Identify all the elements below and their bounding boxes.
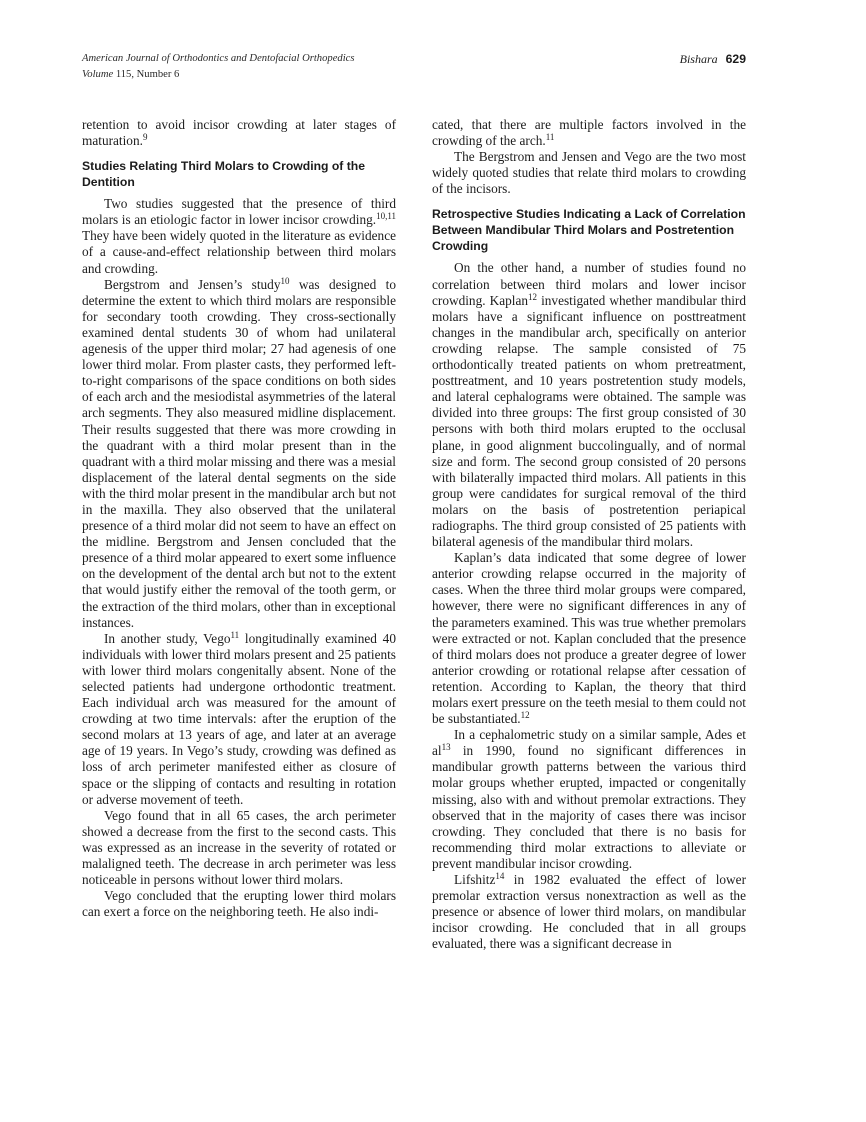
running-head bbox=[680, 51, 746, 67]
citation: 14 bbox=[495, 871, 505, 882]
paragraph: Vego found that in all 65 cases, the arch perimeter showed a decrease from the first to the second casts. This was expressed as an increase in the severity of rotated or malaligned teeth. The decrease in arch perimeter was less noticeable in persons without lower third molars. bbox=[82, 807, 396, 888]
page-header bbox=[82, 51, 746, 85]
page-number: 629 bbox=[725, 52, 746, 66]
citation: 11 bbox=[230, 629, 240, 640]
paragraph: Vego concluded that the erupting lower third molars can exert a force on the neighboring teeth. He also indi- bbox=[82, 888, 396, 920]
right-column bbox=[432, 117, 746, 953]
citation: 9 bbox=[142, 132, 148, 143]
paragraph: Lifshitz$^{14}$ in 1982 evaluated the effect of lower premolar extraction versus nonextraction as well as the presence or absence of lower third molars, on mandibular incisor crowding. He concluded that in all groups evaluated, there was a significant decrease in bbox=[432, 871, 746, 952]
volume-label: Volume bbox=[82, 69, 114, 80]
journal-title: American Journal of Orthodontics and Dentofacial Orthopedics bbox=[82, 53, 355, 64]
section-heading: Retrospective Studies Indicating a Lack of Correlation Between Mandibular Third Molars and Postretention Crowding bbox=[432, 207, 746, 254]
volume-info bbox=[82, 67, 746, 83]
paragraph: Two studies suggested that the presence of third molars is an etiologic factor in lower incisor crowding.$^{10,11}$ They have been widely quoted in the literature as evidence of a cause-and-effect relationship between third molars and crowding. bbox=[82, 196, 396, 276]
paragraph: The Bergstrom and Jensen and Vego are the two most widely quoted studies that relate third molars to crowding of the incisors. bbox=[432, 149, 746, 197]
citation: 10 bbox=[280, 275, 290, 286]
paragraph: retention to avoid incisor crowding at later stages of maturation.$^9$ bbox=[82, 117, 396, 149]
volume-number: 115, Number 6 bbox=[115, 69, 180, 80]
citation: 13 bbox=[441, 742, 451, 753]
paragraph: cated, that there are multiple factors involved in the crowding of the arch.$^{11}$ bbox=[432, 117, 746, 149]
paragraph: On the other hand, a number of studies found no correlation between third molars and lower incisor crowding. Kaplan$^{12}$ investigated whether mandibular third molars have a significant influence on posttreatment changes in the mandibular arch, specifically on anterior crowding relapse. The sample consisted of 75 orthodontically treated patients on whom pretreatment, posttreatment, and 10 years postretention study models, and lateral cephalograms were obtained. The sample was divided into three groups: The first group consisted of 30 persons with both third molars erupted to the occlusal plane, in good alignment buccolingually, and of normal size and form. The second group consisted of 20 persons with bilaterally impacted third molars. All patients in this group were candidates for surgical removal of the third molars on the basis of postretention periapical radiographs. The third group consisted of 25 patients with bilateral agenesis of the mandibular third molars. bbox=[432, 260, 746, 550]
citation: 12 bbox=[528, 291, 538, 302]
section-heading: Studies Relating Third Molars to Crowding of the Dentition bbox=[82, 159, 366, 190]
author-name: Bishara bbox=[679, 52, 718, 66]
left-column bbox=[82, 117, 396, 920]
citation: 11 bbox=[545, 132, 555, 143]
paragraph: Bergstrom and Jensen’s study$^{10}$ was designed to determine the extent to which third molars are responsible for secondary tooth crowding. They cross-sectionally examined dental students 30 of whom had unilateral agenesis of the upper third molar; 27 had agenesis of one lower third molar. From plaster casts, they performed left-to-right comparisons of the space conditions on both sides of each arch and the mesiodistal asymmetries of the lateral arch segments. They also measured midline displacement. Their results suggested that there was more crowding in the quadrant with a third molar present than in the quadrant with a third molar missing and there was a mesial displacement of the lateral dental segments on the side with the third molar present in the mandibular arch but not in the maxilla. They also observed that the unilateral presence of a third molar did not seem to have an effect on the midline. Bergstrom and Jensen concluded that the presence of a third molar appeared to exert some influence on the development of the dental arch but not to the extent that would justify either the removal of the tooth germ, or the extraction of the third molars, other than in exceptional instances. bbox=[82, 275, 396, 630]
paragraph: Kaplan’s data indicated that some degree of lower anterior crowding relapse occurred in the majority of cases. When the three third molar groups were compared, however, there were no significant differences in any of the parameters examined. This was true whether premolars were extracted or not. Kaplan concluded that the presence of third molars does not produce a greater degree of lower anterior crowding or rotational relapse after cessation of retention. According to Kaplan, the theory that third molars exert pressure on the teeth mesial to them could not be substantiated.$^{12}$ bbox=[432, 550, 746, 727]
paragraph: In another study, Vego$^{11}$ longitudinally examined 40 individuals with lower third molars present and 25 patients with lower third molars congenitally absent. None of the selected patients had undergone orthodontic treatment. Each individual arch was measured for the amount of crowding at two time intervals: after the eruption of the second molars at 13 years of age, and later at an average age of 19 years. In Vego’s study, crowding was defined as loss of arch perimeter manifested either as closure of space or the slipping of contacts and resulting in rotation or adverse movement of teeth. bbox=[82, 629, 396, 807]
citation: 12 bbox=[520, 710, 530, 721]
citation: 10,11 bbox=[376, 211, 396, 222]
paragraph: In a cephalometric study on a similar sample, Ades et $al^{13}$ in 1990, found no significant differences in mandibular growth patterns between the various third molar groups whether erupted, impacted or congenitally missing, also with and without premolar extractions. They observed that in the majority of cases there was incisor crowding. They concluded that there is no basis for recommending third molar extractions to alleviate or prevent mandibular incisor crowding. bbox=[432, 727, 746, 871]
